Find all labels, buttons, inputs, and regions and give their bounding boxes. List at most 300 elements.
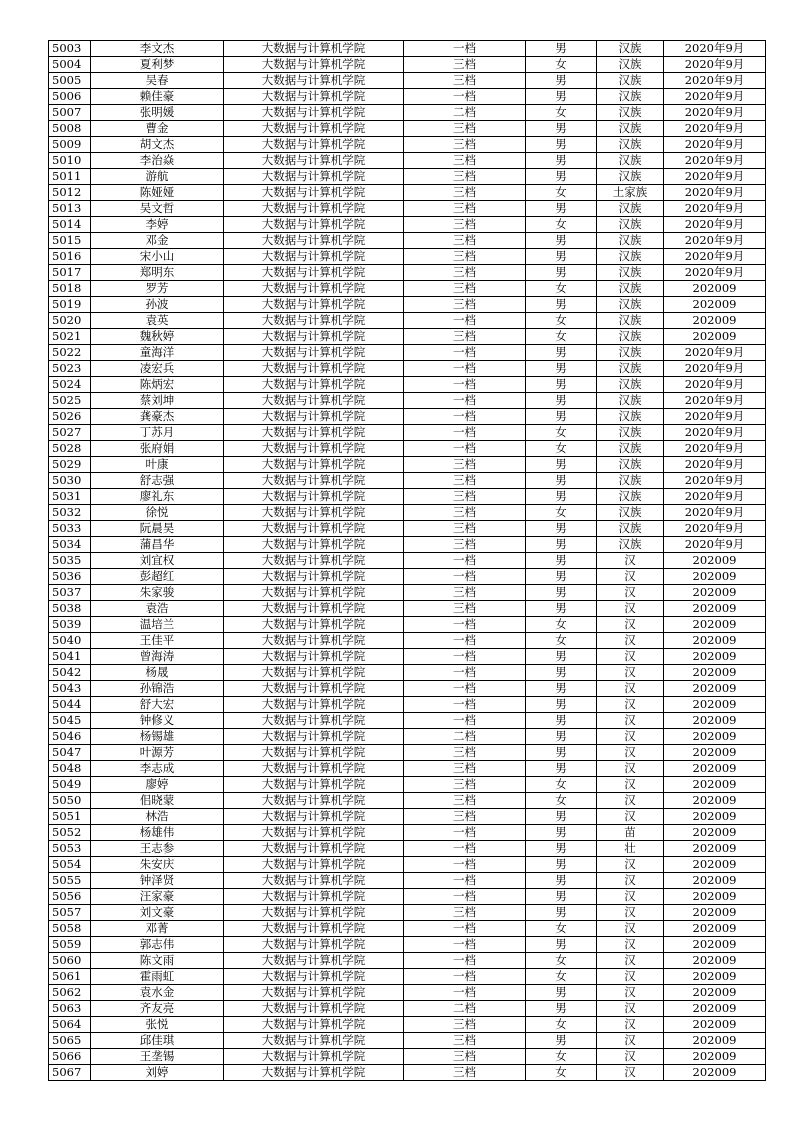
ethnicity-cell: 汉 <box>597 1033 664 1049</box>
table-row <box>49 393 766 409</box>
enrollment-date-cell: 202009 <box>664 1033 766 1049</box>
ethnicity-cell: 汉族 <box>597 537 664 553</box>
enrollment-date-cell: 2020年9月 <box>664 73 766 89</box>
ethnicity-cell: 汉族 <box>597 297 664 313</box>
enrollment-date-cell: 2020年9月 <box>664 377 766 393</box>
ethnicity-cell: 汉族 <box>597 457 664 473</box>
grade-level-cell: 三档 <box>404 297 526 313</box>
gender-cell: 男 <box>526 745 597 761</box>
gender-cell: 男 <box>526 761 597 777</box>
student-name-cell: 李婷 <box>91 217 224 233</box>
enrollment-date-cell: 2020年9月 <box>664 233 766 249</box>
student-name-cell: 游航 <box>91 169 224 185</box>
grade-level-cell: 一档 <box>404 345 526 361</box>
gender-cell: 男 <box>526 41 597 57</box>
gender-cell: 男 <box>526 553 597 569</box>
gender-cell: 男 <box>526 137 597 153</box>
college-cell: 大数据与计算机学院 <box>224 409 404 425</box>
student-id-cell: 5063 <box>49 1001 91 1017</box>
ethnicity-cell: 汉 <box>597 953 664 969</box>
enrollment-date-cell: 202009 <box>664 553 766 569</box>
table-row <box>49 121 766 137</box>
student-id-cell: 5026 <box>49 409 91 425</box>
student-name-cell: 齐友亮 <box>91 1001 224 1017</box>
table-row <box>49 921 766 937</box>
college-cell: 大数据与计算机学院 <box>224 857 404 873</box>
table-row <box>49 425 766 441</box>
student-id-cell: 5019 <box>49 297 91 313</box>
college-cell: 大数据与计算机学院 <box>224 217 404 233</box>
grade-level-cell: 三档 <box>404 57 526 73</box>
enrollment-date-cell: 202009 <box>664 809 766 825</box>
grade-level-cell: 三档 <box>404 585 526 601</box>
gender-cell: 女 <box>526 1065 597 1081</box>
college-cell: 大数据与计算机学院 <box>224 537 404 553</box>
enrollment-date-cell: 202009 <box>664 969 766 985</box>
college-cell: 大数据与计算机学院 <box>224 121 404 137</box>
student-name-cell: 曾海涛 <box>91 649 224 665</box>
gender-cell: 男 <box>526 457 597 473</box>
student-id-cell: 5023 <box>49 361 91 377</box>
student-name-cell: 杨晟 <box>91 665 224 681</box>
gender-cell: 男 <box>526 1001 597 1017</box>
college-cell: 大数据与计算机学院 <box>224 633 404 649</box>
student-id-cell: 5011 <box>49 169 91 185</box>
gender-cell: 男 <box>526 681 597 697</box>
gender-cell: 男 <box>526 489 597 505</box>
student-name-cell: 叶源芳 <box>91 745 224 761</box>
grade-level-cell: 三档 <box>404 777 526 793</box>
student-name-cell: 胡文杰 <box>91 137 224 153</box>
grade-level-cell: 一档 <box>404 649 526 665</box>
gender-cell: 男 <box>526 585 597 601</box>
enrollment-date-cell: 2020年9月 <box>664 201 766 217</box>
student-name-cell: 舒志强 <box>91 473 224 489</box>
enrollment-date-cell: 2020年9月 <box>664 409 766 425</box>
student-name-cell: 张明媛 <box>91 105 224 121</box>
table-row <box>49 73 766 89</box>
college-cell: 大数据与计算机学院 <box>224 73 404 89</box>
table-row <box>49 313 766 329</box>
gender-cell: 男 <box>526 537 597 553</box>
enrollment-date-cell: 202009 <box>664 1065 766 1081</box>
enrollment-date-cell: 2020年9月 <box>664 121 766 137</box>
college-cell: 大数据与计算机学院 <box>224 793 404 809</box>
college-cell: 大数据与计算机学院 <box>224 489 404 505</box>
ethnicity-cell: 汉 <box>597 665 664 681</box>
grade-level-cell: 一档 <box>404 665 526 681</box>
ethnicity-cell: 汉族 <box>597 201 664 217</box>
gender-cell: 男 <box>526 89 597 105</box>
grade-level-cell: 三档 <box>404 185 526 201</box>
ethnicity-cell: 汉 <box>597 697 664 713</box>
gender-cell: 男 <box>526 201 597 217</box>
student-name-cell: 张府娟 <box>91 441 224 457</box>
enrollment-date-cell: 2020年9月 <box>664 441 766 457</box>
table-row <box>49 377 766 393</box>
student-id-cell: 5014 <box>49 217 91 233</box>
grade-level-cell: 二档 <box>404 729 526 745</box>
table-row <box>49 265 766 281</box>
student-id-cell: 5062 <box>49 985 91 1001</box>
student-name-cell: 朱安庆 <box>91 857 224 873</box>
student-id-cell: 5054 <box>49 857 91 873</box>
student-id-cell: 5044 <box>49 697 91 713</box>
student-id-cell: 5067 <box>49 1065 91 1081</box>
grade-level-cell: 一档 <box>404 985 526 1001</box>
student-name-cell: 刘宜权 <box>91 553 224 569</box>
gender-cell: 女 <box>526 217 597 233</box>
table-row <box>49 201 766 217</box>
table-row <box>49 969 766 985</box>
table-row <box>49 153 766 169</box>
grade-level-cell: 一档 <box>404 841 526 857</box>
ethnicity-cell: 汉族 <box>597 137 664 153</box>
table-row <box>49 409 766 425</box>
grade-level-cell: 三档 <box>404 281 526 297</box>
student-name-cell: 丁苏月 <box>91 425 224 441</box>
table-row <box>49 585 766 601</box>
student-id-cell: 5028 <box>49 441 91 457</box>
gender-cell: 男 <box>526 265 597 281</box>
table-row <box>49 345 766 361</box>
grade-level-cell: 三档 <box>404 121 526 137</box>
ethnicity-cell: 汉 <box>597 969 664 985</box>
enrollment-date-cell: 2020年9月 <box>664 345 766 361</box>
student-id-cell: 5024 <box>49 377 91 393</box>
table-row <box>49 1001 766 1017</box>
enrollment-date-cell: 202009 <box>664 761 766 777</box>
gender-cell: 女 <box>526 329 597 345</box>
ethnicity-cell: 汉族 <box>597 249 664 265</box>
ethnicity-cell: 壮 <box>597 841 664 857</box>
grade-level-cell: 一档 <box>404 89 526 105</box>
gender-cell: 女 <box>526 1049 597 1065</box>
grade-level-cell: 一档 <box>404 617 526 633</box>
table-row <box>49 1033 766 1049</box>
gender-cell: 男 <box>526 569 597 585</box>
college-cell: 大数据与计算机学院 <box>224 649 404 665</box>
college-cell: 大数据与计算机学院 <box>224 1001 404 1017</box>
enrollment-date-cell: 202009 <box>664 921 766 937</box>
student-id-cell: 5064 <box>49 1017 91 1033</box>
college-cell: 大数据与计算机学院 <box>224 505 404 521</box>
ethnicity-cell: 汉族 <box>597 105 664 121</box>
grade-level-cell: 三档 <box>404 761 526 777</box>
college-cell: 大数据与计算机学院 <box>224 1049 404 1065</box>
student-id-cell: 5029 <box>49 457 91 473</box>
grade-level-cell: 一档 <box>404 633 526 649</box>
ethnicity-cell: 汉 <box>597 905 664 921</box>
gender-cell: 女 <box>526 633 597 649</box>
ethnicity-cell: 汉族 <box>597 521 664 537</box>
grade-level-cell: 一档 <box>404 953 526 969</box>
college-cell: 大数据与计算机学院 <box>224 249 404 265</box>
college-cell: 大数据与计算机学院 <box>224 297 404 313</box>
college-cell: 大数据与计算机学院 <box>224 137 404 153</box>
student-id-cell: 5040 <box>49 633 91 649</box>
college-cell: 大数据与计算机学院 <box>224 345 404 361</box>
grade-level-cell: 一档 <box>404 873 526 889</box>
table-row <box>49 713 766 729</box>
student-id-cell: 5004 <box>49 57 91 73</box>
student-id-cell: 5039 <box>49 617 91 633</box>
enrollment-date-cell: 2020年9月 <box>664 217 766 233</box>
table-row <box>49 361 766 377</box>
grade-level-cell: 一档 <box>404 681 526 697</box>
ethnicity-cell: 汉 <box>597 937 664 953</box>
table-row <box>49 441 766 457</box>
gender-cell: 男 <box>526 809 597 825</box>
grade-level-cell: 一档 <box>404 857 526 873</box>
student-id-cell: 5018 <box>49 281 91 297</box>
table-row <box>49 937 766 953</box>
grade-level-cell: 二档 <box>404 105 526 121</box>
table-row <box>49 281 766 297</box>
student-name-cell: 林浩 <box>91 809 224 825</box>
ethnicity-cell: 汉族 <box>597 89 664 105</box>
college-cell: 大数据与计算机学院 <box>224 985 404 1001</box>
gender-cell: 男 <box>526 409 597 425</box>
gender-cell: 女 <box>526 441 597 457</box>
gender-cell: 女 <box>526 105 597 121</box>
student-name-cell: 袁水金 <box>91 985 224 1001</box>
table-row <box>49 521 766 537</box>
ethnicity-cell: 汉族 <box>597 377 664 393</box>
gender-cell: 男 <box>526 377 597 393</box>
ethnicity-cell: 汉 <box>597 1049 664 1065</box>
table-row <box>49 873 766 889</box>
gender-cell: 男 <box>526 697 597 713</box>
student-name-cell: 彭超红 <box>91 569 224 585</box>
ethnicity-cell: 汉族 <box>597 393 664 409</box>
student-name-cell: 王志参 <box>91 841 224 857</box>
student-name-cell: 廖礼东 <box>91 489 224 505</box>
college-cell: 大数据与计算机学院 <box>224 921 404 937</box>
gender-cell: 男 <box>526 361 597 377</box>
student-id-cell: 5036 <box>49 569 91 585</box>
enrollment-date-cell: 2020年9月 <box>664 489 766 505</box>
enrollment-date-cell: 2020年9月 <box>664 169 766 185</box>
ethnicity-cell: 汉族 <box>597 329 664 345</box>
ethnicity-cell: 汉 <box>597 585 664 601</box>
ethnicity-cell: 汉 <box>597 985 664 1001</box>
ethnicity-cell: 汉 <box>597 793 664 809</box>
table-row <box>49 825 766 841</box>
enrollment-date-cell: 202009 <box>664 665 766 681</box>
student-id-cell: 5033 <box>49 521 91 537</box>
enrollment-date-cell: 2020年9月 <box>664 249 766 265</box>
student-id-cell: 5007 <box>49 105 91 121</box>
student-id-cell: 5038 <box>49 601 91 617</box>
grade-level-cell: 三档 <box>404 329 526 345</box>
table-row <box>49 249 766 265</box>
grade-level-cell: 一档 <box>404 969 526 985</box>
student-id-cell: 5050 <box>49 793 91 809</box>
college-cell: 大数据与计算机学院 <box>224 329 404 345</box>
grade-level-cell: 一档 <box>404 937 526 953</box>
ethnicity-cell: 汉族 <box>597 41 664 57</box>
student-name-cell: 霍雨虹 <box>91 969 224 985</box>
grade-level-cell: 三档 <box>404 265 526 281</box>
student-name-cell: 叶康 <box>91 457 224 473</box>
grade-level-cell: 一档 <box>404 713 526 729</box>
student-name-cell: 郭志伟 <box>91 937 224 953</box>
table-row <box>49 297 766 313</box>
ethnicity-cell: 汉 <box>597 921 664 937</box>
student-name-cell: 杨雄伟 <box>91 825 224 841</box>
ethnicity-cell: 汉 <box>597 713 664 729</box>
ethnicity-cell: 汉 <box>597 889 664 905</box>
ethnicity-cell: 汉 <box>597 601 664 617</box>
grade-level-cell: 三档 <box>404 505 526 521</box>
table-row <box>49 57 766 73</box>
college-cell: 大数据与计算机学院 <box>224 969 404 985</box>
table-row <box>49 793 766 809</box>
enrollment-date-cell: 2020年9月 <box>664 185 766 201</box>
gender-cell: 女 <box>526 281 597 297</box>
grade-level-cell: 三档 <box>404 73 526 89</box>
college-cell: 大数据与计算机学院 <box>224 201 404 217</box>
enrollment-date-cell: 202009 <box>664 681 766 697</box>
grade-level-cell: 一档 <box>404 361 526 377</box>
enrollment-date-cell: 202009 <box>664 281 766 297</box>
table-row <box>49 569 766 585</box>
grade-level-cell: 三档 <box>404 169 526 185</box>
enrollment-date-cell: 202009 <box>664 873 766 889</box>
enrollment-date-cell: 202009 <box>664 601 766 617</box>
student-id-cell: 5053 <box>49 841 91 857</box>
gender-cell: 男 <box>526 665 597 681</box>
grade-level-cell: 三档 <box>404 249 526 265</box>
student-name-cell: 凌宏兵 <box>91 361 224 377</box>
table-row <box>49 905 766 921</box>
grade-level-cell: 一档 <box>404 377 526 393</box>
student-id-cell: 5056 <box>49 889 91 905</box>
student-name-cell: 朱家骏 <box>91 585 224 601</box>
college-cell: 大数据与计算机学院 <box>224 265 404 281</box>
gender-cell: 女 <box>526 617 597 633</box>
enrollment-date-cell: 2020年9月 <box>664 473 766 489</box>
gender-cell: 男 <box>526 729 597 745</box>
ethnicity-cell: 汉族 <box>597 121 664 137</box>
enrollment-date-cell: 202009 <box>664 1001 766 1017</box>
college-cell: 大数据与计算机学院 <box>224 617 404 633</box>
student-id-cell: 5020 <box>49 313 91 329</box>
grade-level-cell: 二档 <box>404 1001 526 1017</box>
college-cell: 大数据与计算机学院 <box>224 745 404 761</box>
enrollment-date-cell: 202009 <box>664 585 766 601</box>
enrollment-date-cell: 2020年9月 <box>664 41 766 57</box>
college-cell: 大数据与计算机学院 <box>224 153 404 169</box>
gender-cell: 男 <box>526 249 597 265</box>
student-id-cell: 5034 <box>49 537 91 553</box>
enrollment-date-cell: 2020年9月 <box>664 265 766 281</box>
gender-cell: 女 <box>526 793 597 809</box>
enrollment-date-cell: 202009 <box>664 569 766 585</box>
ethnicity-cell: 汉族 <box>597 73 664 89</box>
student-name-cell: 袁英 <box>91 313 224 329</box>
student-id-cell: 5022 <box>49 345 91 361</box>
student-name-cell: 孙波 <box>91 297 224 313</box>
student-name-cell: 钟修义 <box>91 713 224 729</box>
table-row <box>49 809 766 825</box>
student-id-cell: 5012 <box>49 185 91 201</box>
enrollment-date-cell: 202009 <box>664 649 766 665</box>
college-cell: 大数据与计算机学院 <box>224 377 404 393</box>
ethnicity-cell: 土家族 <box>597 185 664 201</box>
grade-level-cell: 一档 <box>404 41 526 57</box>
enrollment-date-cell: 2020年9月 <box>664 105 766 121</box>
enrollment-date-cell: 202009 <box>664 617 766 633</box>
college-cell: 大数据与计算机学院 <box>224 777 404 793</box>
enrollment-date-cell: 202009 <box>664 697 766 713</box>
gender-cell: 男 <box>526 521 597 537</box>
table-row <box>49 953 766 969</box>
gender-cell: 男 <box>526 153 597 169</box>
grade-level-cell: 三档 <box>404 601 526 617</box>
ethnicity-cell: 汉 <box>597 761 664 777</box>
student-name-cell: 郑明东 <box>91 265 224 281</box>
student-name-cell: 李志成 <box>91 761 224 777</box>
grade-level-cell: 三档 <box>404 809 526 825</box>
college-cell: 大数据与计算机学院 <box>224 1017 404 1033</box>
student-name-cell: 王垄锡 <box>91 1049 224 1065</box>
grade-level-cell: 三档 <box>404 793 526 809</box>
enrollment-date-cell: 2020年9月 <box>664 393 766 409</box>
enrollment-date-cell: 202009 <box>664 825 766 841</box>
gender-cell: 男 <box>526 233 597 249</box>
enrollment-date-cell: 202009 <box>664 633 766 649</box>
table-row <box>49 841 766 857</box>
student-name-cell: 蒲昌华 <box>91 537 224 553</box>
grade-level-cell: 一档 <box>404 569 526 585</box>
ethnicity-cell: 汉族 <box>597 265 664 281</box>
student-id-cell: 5025 <box>49 393 91 409</box>
gender-cell: 男 <box>526 393 597 409</box>
student-id-cell: 5006 <box>49 89 91 105</box>
ethnicity-cell: 汉 <box>597 681 664 697</box>
college-cell: 大数据与计算机学院 <box>224 233 404 249</box>
table-row <box>49 1017 766 1033</box>
college-cell: 大数据与计算机学院 <box>224 873 404 889</box>
college-cell: 大数据与计算机学院 <box>224 601 404 617</box>
enrollment-date-cell: 202009 <box>664 1049 766 1065</box>
table-row <box>49 1049 766 1065</box>
student-id-cell: 5042 <box>49 665 91 681</box>
student-name-cell: 吴春 <box>91 73 224 89</box>
ethnicity-cell: 汉 <box>597 617 664 633</box>
grade-level-cell: 三档 <box>404 457 526 473</box>
ethnicity-cell: 汉族 <box>597 313 664 329</box>
grade-level-cell: 三档 <box>404 137 526 153</box>
enrollment-date-cell: 2020年9月 <box>664 361 766 377</box>
college-cell: 大数据与计算机学院 <box>224 281 404 297</box>
student-name-cell: 罗芳 <box>91 281 224 297</box>
grade-level-cell: 一档 <box>404 921 526 937</box>
student-id-cell: 5005 <box>49 73 91 89</box>
student-id-cell: 5008 <box>49 121 91 137</box>
student-id-cell: 5066 <box>49 1049 91 1065</box>
grade-level-cell: 一档 <box>404 553 526 569</box>
grade-level-cell: 三档 <box>404 521 526 537</box>
ethnicity-cell: 苗 <box>597 825 664 841</box>
gender-cell: 女 <box>526 921 597 937</box>
college-cell: 大数据与计算机学院 <box>224 41 404 57</box>
ethnicity-cell: 汉 <box>597 873 664 889</box>
student-id-cell: 5009 <box>49 137 91 153</box>
table-row <box>49 633 766 649</box>
